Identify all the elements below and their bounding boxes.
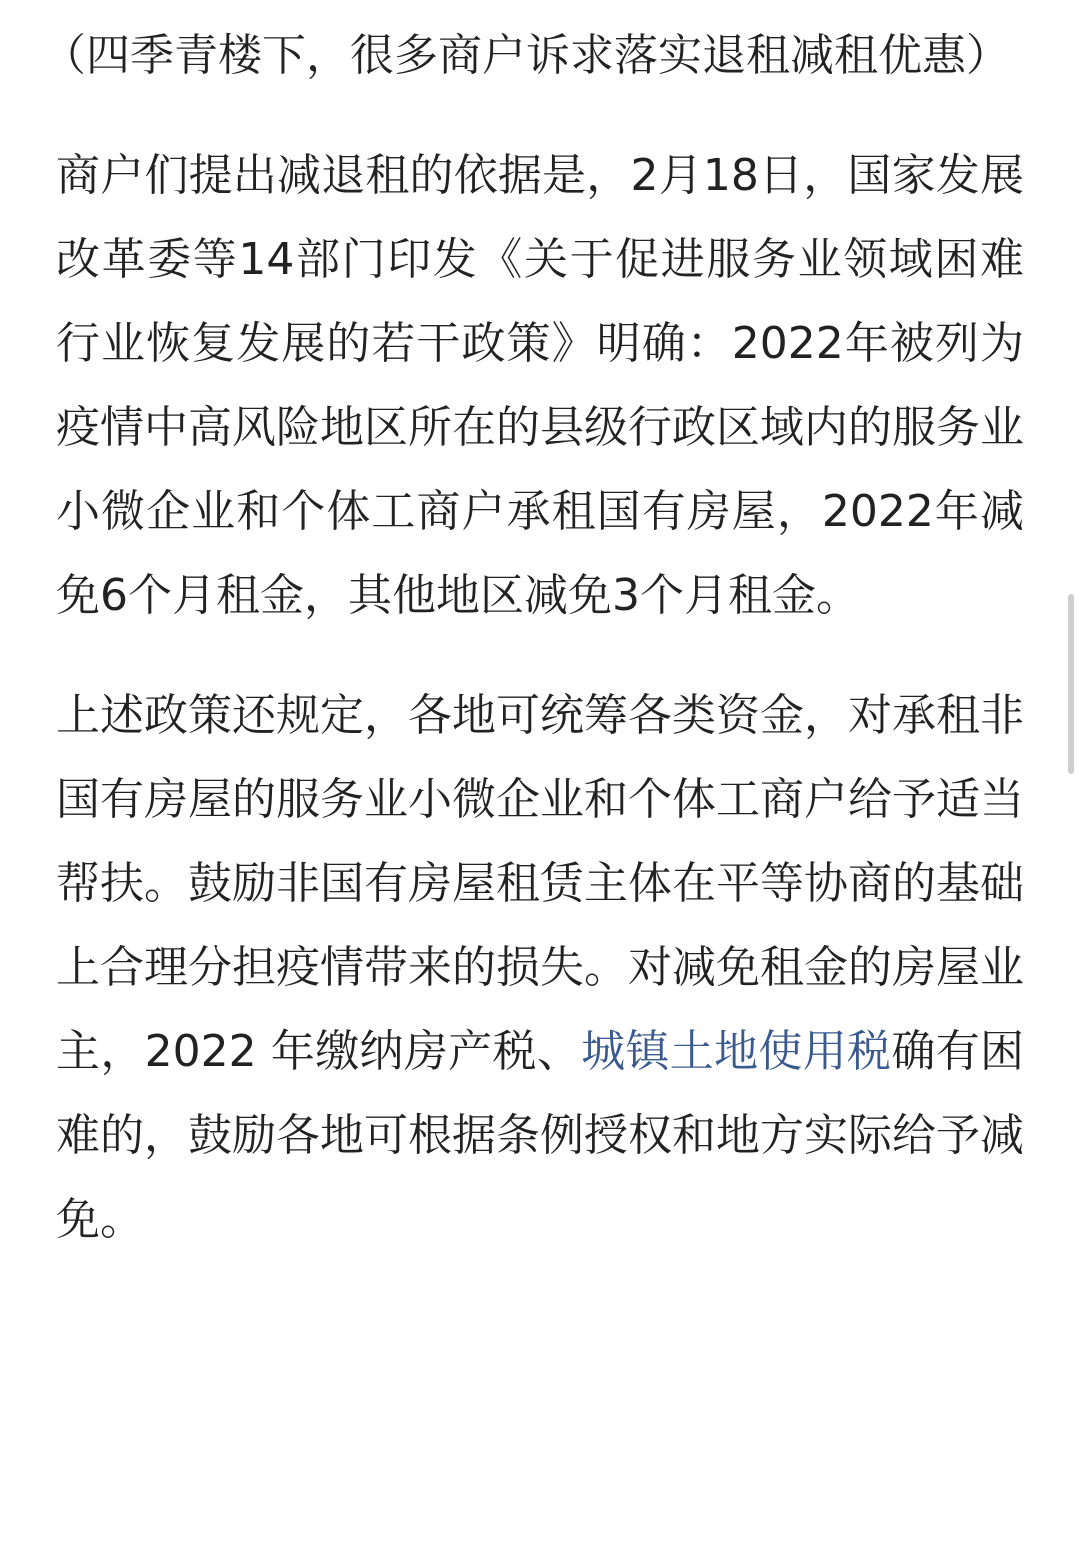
land-use-tax-link[interactable]: 城镇土地使用税 (581, 1026, 892, 1077)
scrollbar-thumb[interactable] (1068, 594, 1074, 774)
paragraph-text-end: 确有困难的，鼓励各地可根据条例授权和地方实际给予减免。 (56, 1026, 1025, 1245)
paragraph-policy-details (56, 674, 1024, 1262)
image-caption: （四季青楼下，很多商户诉求落实退租减租优惠） (42, 30, 1010, 81)
paragraph-text-start: 上述政策还规定，各地可统筹各类资金，对承租非国有房屋的服务业小微企业和个体工商户给予适当帮扶。鼓励非国有房屋租赁主体在平等协商的基础上合理分担疫情带来的损失。对减免租金的房屋业主，2022 年缴纳房产税、 (56, 690, 1024, 1077)
article-body (42, 14, 1025, 1262)
paragraph-policy-basis: 商户们提出减退租的依据是，2月18日，国家发展改革委等14部门印发《关于促进服务业领域困难行业恢复发展的若干政策》明确：2022年被列为疫情中高风险地区所在的县级行政区域内的服务业小微企业和个体工商户承租国有房屋，2022年减免6个月租金，其他地区减免3个月租金。 (56, 150, 1024, 621)
